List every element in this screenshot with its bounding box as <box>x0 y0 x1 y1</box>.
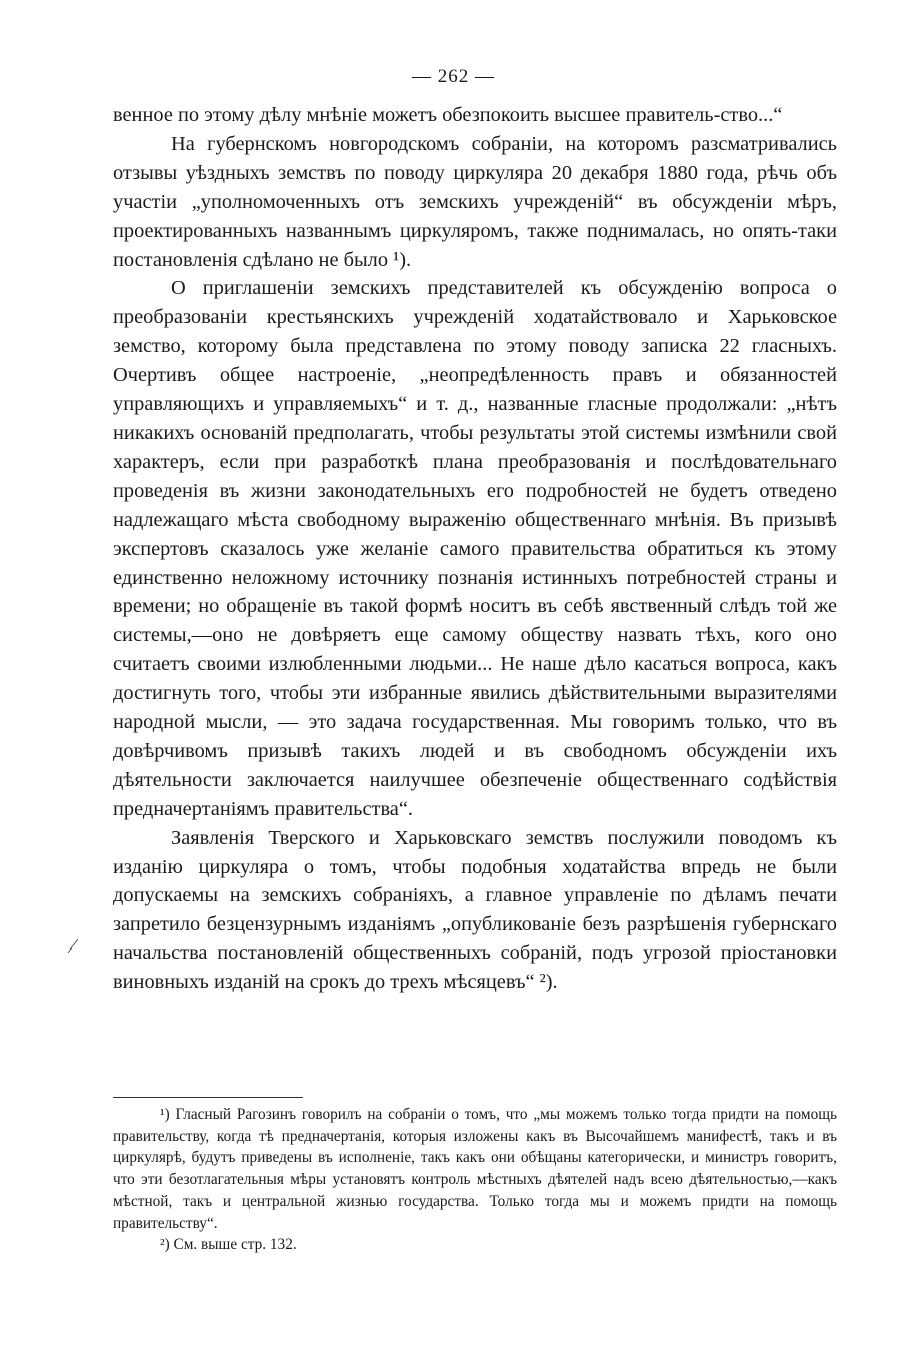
main-text <box>113 101 837 997</box>
footnote-1 <box>113 1104 837 1234</box>
footnote-1-mark: ¹) <box>160 1106 170 1123</box>
footnote-2-text: См. выше стр. 132. <box>173 1236 297 1254</box>
margin-pencil-mark <box>66 938 80 954</box>
footnote-2-mark: ²) <box>160 1236 170 1254</box>
paragraph-4: Заявленія Тверского и Харьковскаго земствъ послужили поводомъ къ изданію циркуляра о томъ, чтобы подобныя ходатайства впредь не были допускаемы на земскихъ собраніяхъ, а главное управленіе по дѣламъ печати запретило безцензурнымъ изданіямъ „опубликованіе безъ разрѣшенія губернскаго начальства постановленій общественныхъ собраній, подъ угрозой пріостановки виновныхъ изданій на срокъ до трехъ мѣсяцевъ“ ²). <box>113 826 837 994</box>
footnote-2 <box>113 1234 837 1256</box>
page-number: — 262 — <box>412 66 495 87</box>
paragraph-2: На губернскомъ новгородскомъ собраніи, на которомъ разсматривались отзывы уѣздныхъ земствъ по поводу циркуляра 20 декабря 1880 года, рѣчь объ участіи „уполномоченныхъ отъ земскихъ учрежденій“ въ обсужденіи мѣръ, проектированныхъ названнымъ циркуляромъ, также поднималась, но опять-таки постановленія сдѣлано не было ¹). <box>113 132 837 271</box>
footnotes <box>113 1104 837 1256</box>
footnote-1-text: Гласный Рагозинъ говорилъ на собраніи о томъ, что „мы можемъ только тогда придти на помощь правительству, когда тѣ предначертанія, которыя изложены какъ въ Высочайшемъ манифестѣ, такъ и въ циркулярѣ, будутъ приведены въ исполненіе, такъ какъ они обѣщаны категорически, и министръ говоритъ, что эти безотлагательныя мѣры установятъ контроль мѣстныхъ дѣятелей надъ всею дѣятельностью,—какъ мѣстной, такъ и центральной жизнью государства. Только тогда мы и можемъ придти на помощь правительству“. <box>113 1106 837 1232</box>
paragraph-1: венное по этому дѣлу мнѣніе можетъ обезпокоить высшее правитель-ство...“ <box>113 104 783 126</box>
paragraph-3: О приглашеніи земскихъ представителей къ обсужденію вопроса о преобразованіи крестьянскихъ учрежденій ходатайствовало и Харьковское земство, которому была представлена по этому поводу записка 22 гласныхъ. Очертивъ общее настроеніе, „неопредѣленность правъ и обязанностей управляющихъ и управляемыхъ“ и т. д., названные гласные продолжали: „нѣтъ никакихъ основаній предполагать, чтобы результаты этой системы измѣнили свой характеръ, если при разработкѣ плана преобразованія и послѣдовательнаго проведенія въ жизни законодательныхъ его подробностей не будетъ отведено надлежащаго мѣста свободному выраженію общественнаго мнѣнія. Въ призывѣ экспертовъ сказалось уже желаніе самого правительства обратиться къ этому единственно неложному источнику познанія истинныхъ потребностей страны и времени; но обращеніе въ такой формѣ носитъ въ себѣ явственный слѣдъ той же системы,—оно не довѣряетъ еще самому обществу назвать тѣхъ, кого оно считаетъ своими излюбленными людьми... Не наше дѣло касаться вопроса, какъ достигнуть того, чтобы эти избранные явились дѣйствительными выразителями народной мысли, — это задача государственная. Мы говоримъ только, что въ довѣрчивомъ призывѣ такихъ людей и въ свободномъ обсужденіи ихъ дѣятельности заключается наилучшее обезпеченіе общественнаго содѣйствія предначертаніямъ правительства“. <box>113 277 837 820</box>
footnote-divider <box>113 1097 303 1098</box>
